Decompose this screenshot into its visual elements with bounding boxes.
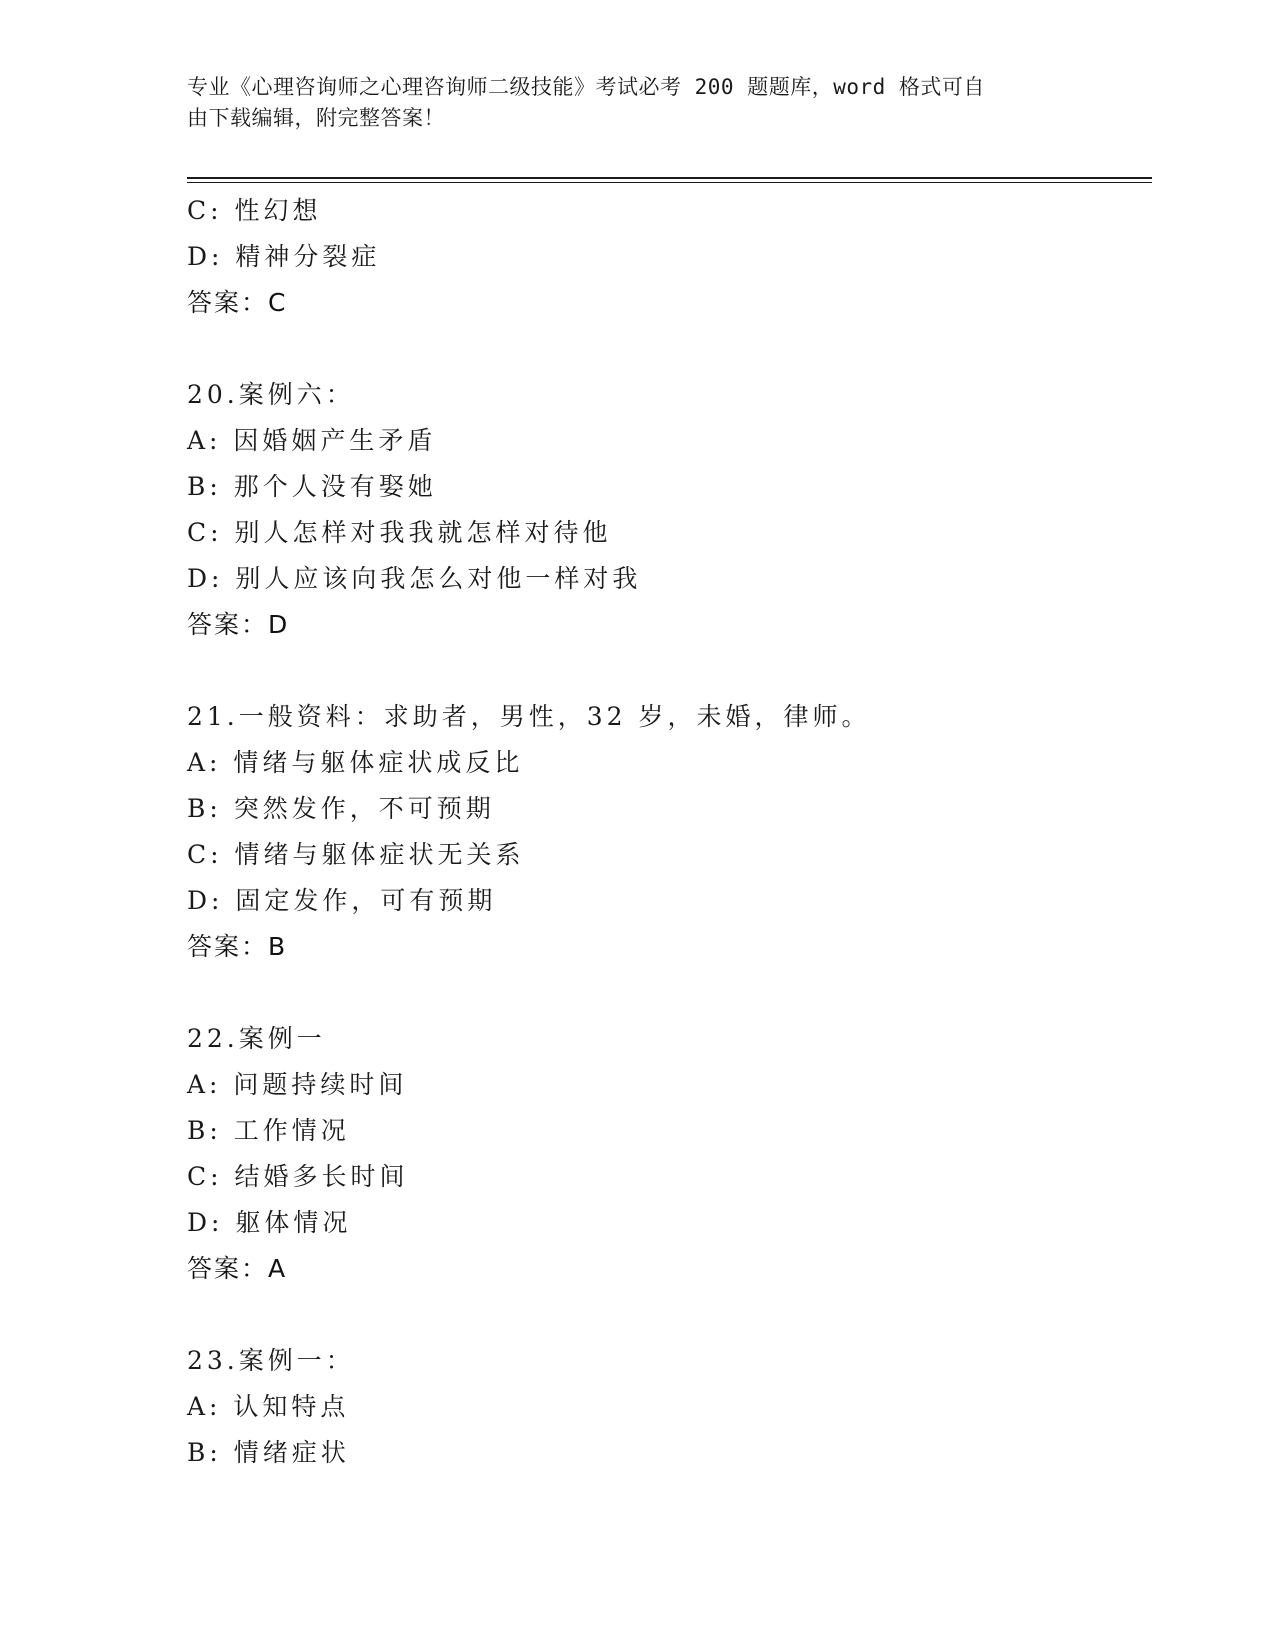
spacer <box>187 1292 1147 1338</box>
option-c: C: 情绪与躯体症状无关系 <box>187 840 525 869</box>
option-b: B: 那个人没有娶她 <box>187 472 437 501</box>
question-list <box>187 188 1147 1476</box>
option-c: C: 别人怎样对我我就怎样对待他 <box>187 518 612 547</box>
answer-line: 答案：B <box>187 932 288 961</box>
question-stem: 23.案例一： <box>187 1346 355 1375</box>
spacer <box>187 648 1147 694</box>
option-d: D: 固定发作，可有预期 <box>187 886 497 915</box>
question-stem: 20.案例六： <box>187 380 355 409</box>
answer-line: 答案：A <box>187 1254 288 1283</box>
option-a: A: 情绪与躯体症状成反比 <box>187 748 524 777</box>
option-c: C: 结婚多长时间 <box>187 1162 409 1191</box>
header-line-1: 专业《心理咨询师之心理咨询师二级技能》考试必考 200 题题库，word 格式可自 <box>187 75 985 99</box>
question-stem: 21.一般资料：求助者，男性，32 岁，未婚，律师。 <box>187 702 871 731</box>
question-block-20 <box>187 372 1147 648</box>
question-block-21 <box>187 694 1147 970</box>
option-a: A: 认知特点 <box>187 1392 350 1421</box>
option-b: B: 工作情况 <box>187 1116 350 1145</box>
option-b: B: 突然发作，不可预期 <box>187 794 495 823</box>
header-divider-thick <box>187 177 1152 179</box>
question-block-23 <box>187 1338 1147 1476</box>
option-d: D: 躯体情况 <box>187 1208 352 1237</box>
question-block-22 <box>187 1016 1147 1292</box>
option-d: D: 别人应该向我怎么对他一样对我 <box>187 564 642 593</box>
answer-line: 答案：D <box>187 610 290 639</box>
option-c: C: 性幻想 <box>187 196 322 225</box>
spacer <box>187 970 1147 1016</box>
spacer <box>187 326 1147 372</box>
question-stem: 22.案例一 <box>187 1024 326 1053</box>
header-line-2: 由下载编辑，附完整答案！ <box>187 106 445 130</box>
answer-line: 答案：C <box>187 288 288 317</box>
option-d: D: 精神分裂症 <box>187 242 381 271</box>
option-a: A: 问题持续时间 <box>187 1070 408 1099</box>
question-block-continued <box>187 188 1147 326</box>
header-divider-thin <box>187 182 1152 183</box>
option-a: A: 因婚姻产生矛盾 <box>187 426 437 455</box>
option-b: B: 情绪症状 <box>187 1438 350 1467</box>
document-header <box>187 72 1067 134</box>
